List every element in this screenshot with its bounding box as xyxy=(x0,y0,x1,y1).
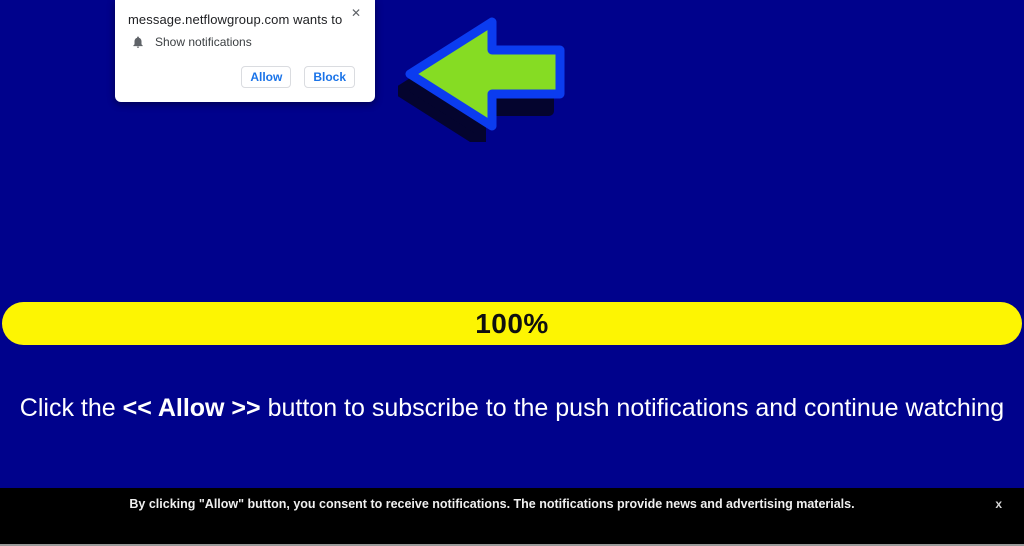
permission-request-row xyxy=(131,35,252,49)
instruction-text xyxy=(0,394,1024,423)
block-button[interactable]: Block xyxy=(304,66,355,88)
progress-bar xyxy=(2,302,1022,345)
disclaimer-footer xyxy=(0,488,1024,546)
bell-icon xyxy=(131,35,145,49)
dialog-close-icon[interactable]: ✕ xyxy=(350,6,361,20)
show-notifications-label: Show notifications xyxy=(155,35,252,49)
left-arrow-icon xyxy=(398,10,570,142)
instruction-prefix: Click the xyxy=(19,394,123,422)
permission-buttons-row xyxy=(241,66,355,88)
disclaimer-text: By clicking "Allow" button, you consent to receive notifications. The notifications provide news and advertising materials. xyxy=(129,497,855,511)
notification-permission-dialog xyxy=(115,0,375,102)
instruction-suffix: button to subscribe to the push notifications and continue watching xyxy=(260,394,1005,422)
footer-close-icon[interactable]: x xyxy=(995,497,1002,511)
permission-dialog-title: message.netflowgroup.com wants to xyxy=(128,12,343,27)
allow-button[interactable]: Allow xyxy=(241,66,291,88)
instruction-allow-highlight: << Allow >> xyxy=(122,394,261,422)
progress-value: 100% xyxy=(475,307,549,339)
green-arrow-pointer xyxy=(398,10,570,142)
